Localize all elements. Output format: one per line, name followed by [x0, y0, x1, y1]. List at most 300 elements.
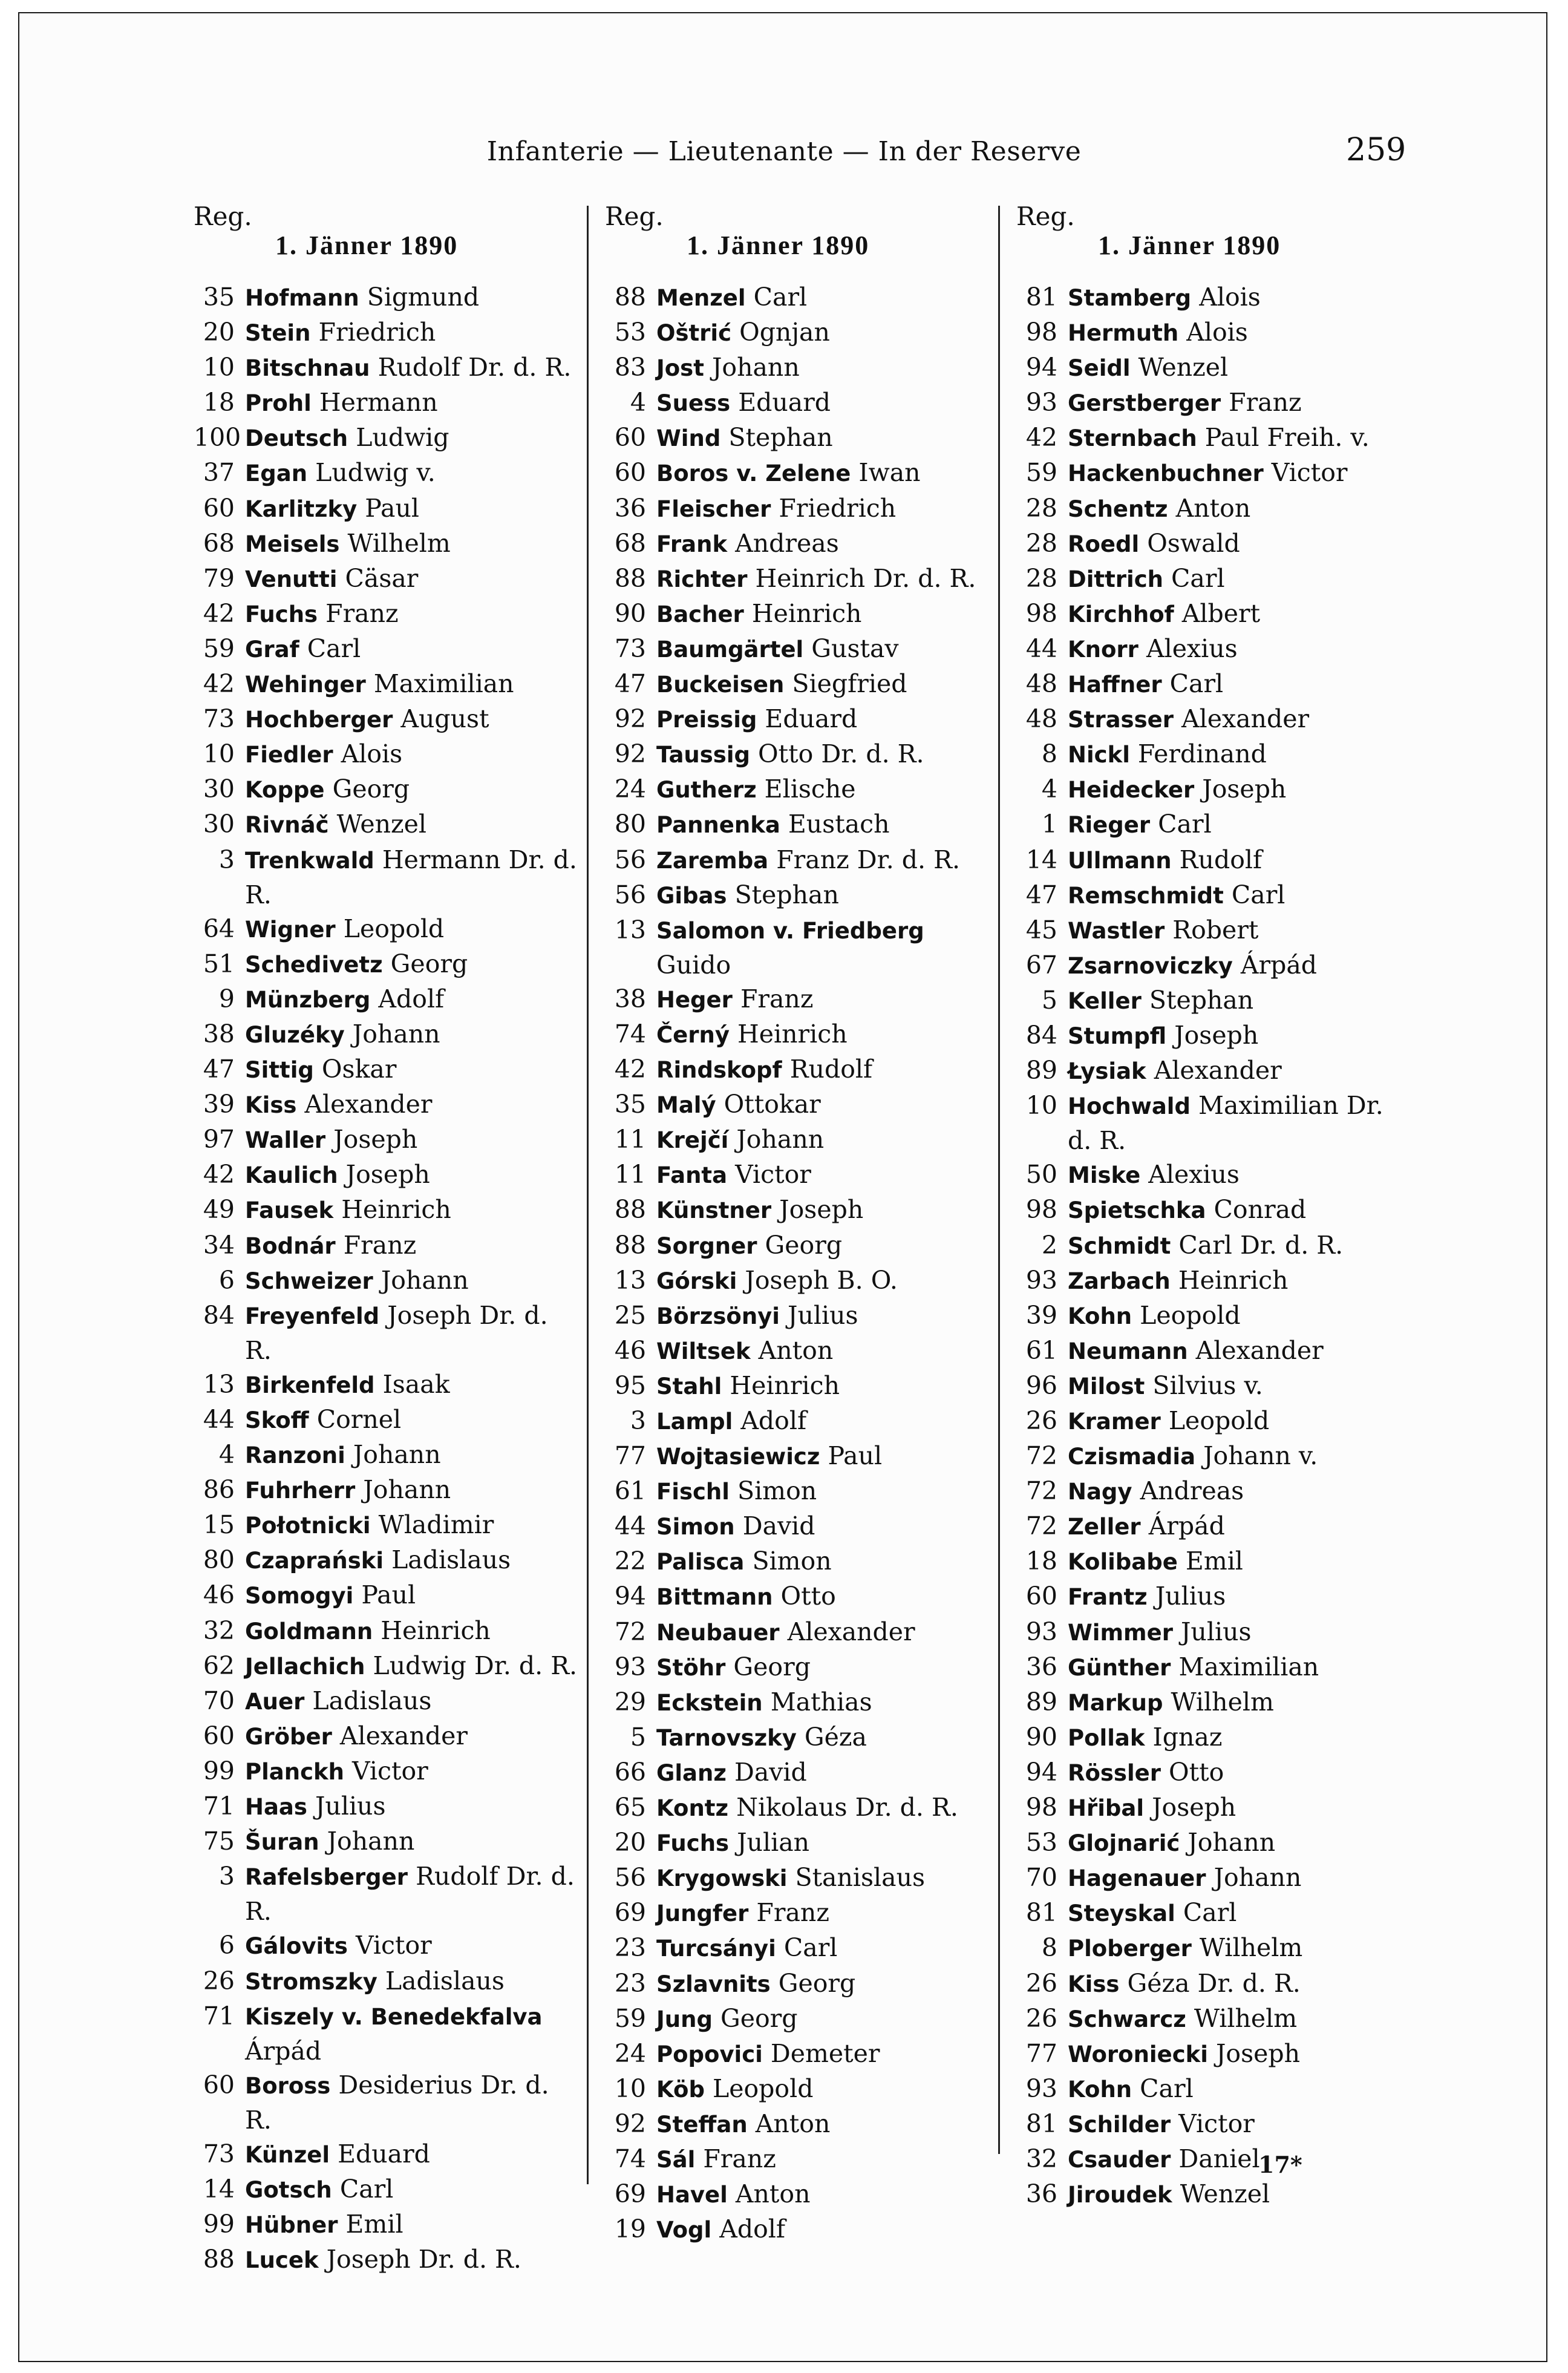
- surname: Fischl: [656, 1479, 730, 1505]
- surname: Simon: [656, 1514, 735, 1540]
- surname: Popovici: [656, 2041, 763, 2067]
- list-item: [194, 1263, 581, 1298]
- given-name: Cornel: [316, 1405, 402, 1434]
- regiment-number: 45: [1025, 915, 1057, 944]
- given-name: Georg: [720, 2003, 798, 2033]
- surname: Somogyi: [245, 1583, 354, 1609]
- list-item: [194, 1403, 581, 1438]
- list-item: [605, 1474, 992, 1509]
- surname: Markup: [1068, 1689, 1163, 1716]
- surname: Gálovits: [245, 1933, 348, 1960]
- regiment-number: 8: [1041, 1933, 1057, 1963]
- surname: Bitschnau: [245, 355, 370, 382]
- regiment-number: 88: [614, 283, 646, 312]
- given-name: Conrad: [1214, 1195, 1307, 1225]
- list-item: [1016, 772, 1403, 807]
- surname: Malý: [656, 1092, 716, 1119]
- surname: Graf: [245, 636, 299, 663]
- surname: Woroniecki: [1068, 2041, 1208, 2067]
- surname: Hofmann: [245, 285, 359, 311]
- given-name: Simon: [752, 1547, 832, 1576]
- regiment-number: 56: [614, 845, 646, 874]
- list-item: [194, 1719, 581, 1754]
- list-item: [1016, 1615, 1403, 1650]
- surname: Deutsch: [245, 425, 348, 452]
- list-item: [1016, 2177, 1403, 2212]
- given-name: Géza: [804, 1722, 867, 1752]
- regiment-number: 14: [203, 2175, 235, 2204]
- given-name: Georg: [733, 1652, 811, 1681]
- given-name: Iwan: [858, 458, 921, 488]
- regiment-number: 99: [203, 2210, 235, 2239]
- given-name: Maximilian: [1178, 1652, 1319, 1681]
- list-item: [194, 2207, 581, 2242]
- surname: Nickl: [1068, 742, 1130, 768]
- regiment-number: 10: [203, 739, 235, 769]
- regiment-number: 95: [614, 1370, 646, 1400]
- regiment-number: 83: [614, 353, 646, 382]
- surname: Krejčí: [656, 1127, 729, 1154]
- surname: Birkenfeld: [245, 1372, 375, 1398]
- list-item: [1016, 491, 1403, 526]
- list-item: [605, 1298, 992, 1334]
- surname: Fleischer: [656, 496, 771, 522]
- list-item: [605, 1861, 992, 1896]
- list-item: [1016, 1861, 1403, 1896]
- given-name: Wilhelm: [1171, 1687, 1274, 1717]
- list-item: [605, 1509, 992, 1544]
- regiment-number: 23: [614, 1933, 646, 1963]
- regiment-number: 38: [614, 984, 646, 1013]
- list-item: [194, 2137, 581, 2172]
- given-name: Johann: [327, 1827, 415, 1856]
- given-name: Joseph B. O.: [745, 1265, 898, 1295]
- regiment-number: 69: [614, 1898, 646, 1928]
- list-item: [1016, 385, 1403, 421]
- date-heading: 1. Jänner 1890: [687, 231, 870, 260]
- surname: Boross: [245, 2072, 331, 2099]
- list-item: [1016, 315, 1403, 350]
- surname: Keller: [1068, 987, 1142, 1014]
- list-item: [605, 1579, 992, 1614]
- regiment-number: 1: [1041, 810, 1057, 839]
- regiment-number: 53: [614, 318, 646, 347]
- regiment-number: 60: [203, 493, 235, 523]
- list-item: [605, 2002, 992, 2037]
- list-item: [605, 702, 992, 737]
- list-item: [1016, 632, 1403, 667]
- regiment-number: 89: [1025, 1687, 1057, 1717]
- surname: Šuran: [245, 1829, 319, 1856]
- given-name: Julius: [788, 1300, 858, 1330]
- regiment-number: 5: [630, 1722, 646, 1752]
- list-item: [194, 1157, 581, 1193]
- given-name: Stephan: [734, 880, 839, 909]
- regiment-number: 98: [1025, 598, 1057, 628]
- surname: Csauder: [1068, 2146, 1171, 2173]
- date-heading: 1. Jänner 1890: [1098, 231, 1281, 260]
- list-item: [605, 1439, 992, 1474]
- list-item: [194, 1789, 581, 1824]
- regiment-number: 96: [1025, 1370, 1057, 1400]
- regiment-number: 20: [614, 1828, 646, 1857]
- surname: Schilder: [1068, 2111, 1171, 2138]
- list-item: [1016, 1650, 1403, 1685]
- regiment-number: 89: [1025, 1056, 1057, 1085]
- list-item: [194, 982, 581, 1017]
- list-item: [1016, 1439, 1403, 1474]
- list-item: [1016, 1263, 1403, 1298]
- given-name: Siegfried: [792, 669, 907, 699]
- surname: Bittmann: [656, 1584, 773, 1611]
- list-item: [194, 1017, 581, 1052]
- regiment-number: 77: [614, 1441, 646, 1471]
- given-name: Joseph: [333, 1125, 418, 1154]
- surname: Zarbach: [1068, 1268, 1171, 1294]
- column-1: [194, 203, 581, 2277]
- regiment-number: 25: [614, 1300, 646, 1330]
- list-item: [194, 1614, 581, 1649]
- given-name: Julian: [737, 1828, 810, 1857]
- surname: Stein: [245, 320, 311, 347]
- given-name: Heinrich: [381, 1615, 491, 1645]
- given-name: Johann: [353, 1440, 441, 1470]
- surname: Skoff: [245, 1407, 309, 1433]
- list-item: [1016, 421, 1403, 456]
- given-name: Carl: [1158, 810, 1212, 839]
- list-item: [1016, 807, 1403, 842]
- surname: Szlavnits: [656, 1971, 771, 1997]
- given-name: Heinrich: [1178, 1265, 1289, 1295]
- given-name: Franz Dr. d. R.: [776, 845, 960, 874]
- regiment-number: 29: [614, 1687, 646, 1717]
- surname: Czismadia: [1068, 1444, 1196, 1470]
- regiment-number: 36: [1025, 2179, 1057, 2209]
- surname: Krygowski: [656, 1865, 788, 1892]
- surname: Günther: [1068, 1654, 1171, 1681]
- surname: Nagy: [1068, 1479, 1132, 1505]
- regiment-number: 59: [614, 2003, 646, 2033]
- surname: Wastler: [1068, 917, 1165, 944]
- regiment-number: 73: [203, 704, 235, 734]
- given-name: Franz: [703, 2144, 776, 2173]
- surname: Fuhrherr: [245, 1478, 356, 1504]
- surname: Goldmann: [245, 1618, 373, 1645]
- surname: Prohl: [245, 390, 312, 417]
- list-item: [605, 1052, 992, 1087]
- surname: Połotnicki: [245, 1513, 371, 1539]
- list-item: [194, 2068, 581, 2137]
- given-name: Otto Dr. d. R.: [758, 739, 924, 769]
- regiment-number: 94: [1025, 353, 1057, 382]
- surname: Rindskopf: [656, 1057, 782, 1084]
- given-name: Carl: [1171, 563, 1225, 593]
- regiment-number: 81: [1025, 2109, 1057, 2138]
- list-item: [194, 912, 581, 947]
- given-name: Cäsar: [345, 563, 419, 593]
- given-name: Hermann: [319, 388, 438, 417]
- regiment-number: 90: [1025, 1722, 1057, 1752]
- given-name: Alois: [1186, 318, 1248, 347]
- list-item: [605, 280, 992, 315]
- surname: Fanta: [656, 1162, 728, 1189]
- given-name: Georg: [778, 1968, 856, 1998]
- surname: Karlitzky: [245, 496, 358, 522]
- regiment-number: 35: [614, 1090, 646, 1119]
- given-name: Heinrich: [730, 1370, 840, 1400]
- regiment-number: 10: [203, 353, 235, 382]
- regiment-number: 51: [203, 949, 235, 978]
- regiment-number: 88: [614, 1230, 646, 1260]
- given-name: Guido: [656, 950, 731, 980]
- regiment-number: 73: [614, 633, 646, 663]
- given-name: Leopold: [1168, 1406, 1270, 1435]
- regiment-number: 74: [614, 2144, 646, 2173]
- column-2: [605, 203, 992, 2247]
- list-item: [194, 667, 581, 702]
- given-name: Ferdinand: [1137, 739, 1267, 769]
- given-name: Johann: [1187, 1828, 1276, 1857]
- column-divider: [998, 206, 1000, 2154]
- surname: Frank: [656, 531, 728, 557]
- given-name: Heinrich: [737, 1019, 848, 1049]
- surname: Hermuth: [1068, 320, 1179, 347]
- surname: Schedivetz: [245, 951, 383, 978]
- surname: Bacher: [656, 601, 744, 627]
- given-name: Emil: [345, 2210, 403, 2239]
- given-name: Anton: [758, 1335, 834, 1365]
- surname: Stamberg: [1068, 285, 1192, 311]
- regiment-number: 67: [1025, 950, 1057, 980]
- surname: Gutherz: [656, 777, 757, 804]
- list-item: [1016, 2142, 1403, 2177]
- list-item: [194, 1754, 581, 1789]
- list-item: [1016, 1193, 1403, 1228]
- given-name: Ottokar: [724, 1090, 821, 1119]
- regiment-number: 92: [614, 739, 646, 769]
- given-name: Alois: [341, 739, 403, 769]
- surname: Steyskal: [1068, 1900, 1175, 1927]
- given-name: Alexander: [304, 1090, 433, 1119]
- surname: Taussig: [656, 742, 750, 768]
- regiment-number: 28: [1025, 493, 1057, 523]
- regiment-number: 48: [1025, 669, 1057, 699]
- regiment-number: 4: [630, 388, 646, 417]
- list-item: [194, 561, 581, 597]
- regiment-number: 6: [218, 1265, 235, 1295]
- surname: Sittig: [245, 1057, 314, 1084]
- given-name: Robert: [1172, 915, 1259, 944]
- list-item: [1016, 737, 1403, 772]
- surname: Kiss: [1068, 1971, 1120, 1997]
- regiment-number: 65: [614, 1793, 646, 1822]
- given-name: Demeter: [770, 2038, 880, 2068]
- regiment-number: 26: [1025, 2003, 1057, 2033]
- regiment-number: 81: [1025, 283, 1057, 312]
- list-item: [605, 982, 992, 1017]
- surname: Rieger: [1068, 812, 1151, 839]
- list-item: [605, 2212, 992, 2247]
- regiment-number: 72: [1025, 1476, 1057, 1506]
- regiment-number: 5: [1041, 985, 1057, 1015]
- given-name: Georg: [765, 1230, 843, 1260]
- given-name: Victor: [352, 1756, 428, 1785]
- surname: Bodnár: [245, 1232, 336, 1259]
- given-name: Adolf: [378, 984, 445, 1013]
- list-item: [1016, 702, 1403, 737]
- surname: Neubauer: [656, 1619, 780, 1646]
- list-item: [194, 1824, 581, 1859]
- given-name: Otto: [780, 1582, 836, 1611]
- list-item: [194, 526, 581, 561]
- given-name: David: [734, 1757, 807, 1787]
- given-name: Heinrich Dr. d. R.: [755, 563, 976, 593]
- surname: Künstner: [656, 1197, 772, 1224]
- list-item: [605, 1825, 992, 1861]
- list-item: [1016, 1334, 1403, 1369]
- regiment-number: 23: [614, 1968, 646, 1998]
- running-head: Infanterie — Lieutenante — In der Reserve: [486, 136, 1082, 167]
- list-item: [605, 385, 992, 421]
- column-3: [1016, 203, 1403, 2212]
- regiment-number: 4: [218, 1440, 235, 1470]
- regiment-number: 73: [203, 2139, 235, 2168]
- regiment-number: 60: [614, 423, 646, 453]
- list-item: [1016, 350, 1403, 385]
- surname: Preissig: [656, 707, 757, 733]
- surname: Wojtasiewicz: [656, 1444, 820, 1470]
- page-number: 259: [1346, 132, 1406, 168]
- surname: Tarnovszky: [656, 1724, 797, 1751]
- given-name: Johann v.: [1203, 1441, 1318, 1471]
- regiment-number: 60: [203, 1721, 235, 1750]
- surname: Steffan: [656, 2111, 748, 2138]
- given-name: Johann: [381, 1265, 469, 1295]
- list-item: [1016, 2002, 1403, 2037]
- given-name: Alexander: [787, 1617, 915, 1646]
- given-name: Daniel: [1178, 2144, 1260, 2173]
- regiment-number: 88: [614, 563, 646, 593]
- given-name: Wilhelm: [1199, 1933, 1303, 1963]
- list-item: [1016, 456, 1403, 491]
- surname: Egan: [245, 460, 308, 487]
- given-name: Silvius v.: [1152, 1370, 1263, 1400]
- surname: Ploberger: [1068, 1936, 1192, 1962]
- regiment-number: 3: [630, 1406, 646, 1435]
- given-name: Eduard: [338, 2139, 430, 2168]
- list-item: [605, 2177, 992, 2212]
- regiment-number: 88: [614, 1195, 646, 1225]
- surname: Schwarcz: [1068, 2006, 1186, 2032]
- surname: Frantz: [1068, 1584, 1148, 1611]
- surname: Strasser: [1068, 707, 1174, 733]
- given-name: Julius: [1155, 1582, 1226, 1611]
- surname: Hochberger: [245, 707, 393, 733]
- list-item: [605, 1966, 992, 2002]
- surname: Gibas: [656, 882, 727, 909]
- given-name: Carl: [1169, 669, 1224, 699]
- list-item: [194, 1473, 581, 1508]
- surname: Gröber: [245, 1723, 332, 1750]
- surname: Stahl: [656, 1373, 722, 1399]
- list-item: [605, 350, 992, 385]
- list-item: [605, 667, 992, 702]
- surname: Buckeisen: [656, 672, 785, 698]
- column-divider: [587, 206, 589, 2184]
- regiment-number: 3: [218, 845, 235, 874]
- given-name: Paul: [361, 1580, 416, 1610]
- list-item: [605, 1122, 992, 1157]
- regiment-number: 56: [614, 880, 646, 909]
- surname: Rafelsberger: [245, 1864, 408, 1891]
- list-item: [1016, 561, 1403, 597]
- surname: Menzel: [656, 285, 746, 311]
- surname: Wiltsek: [656, 1338, 751, 1364]
- regiment-number: 98: [1025, 1195, 1057, 1225]
- list-item: [194, 947, 581, 982]
- list-item: [605, 1087, 992, 1122]
- list-item: [194, 2172, 581, 2207]
- surname: Heger: [656, 986, 733, 1013]
- regiment-number: 6: [218, 1931, 235, 1960]
- surname: Börzsönyi: [656, 1303, 780, 1329]
- given-name: Mathias: [770, 1687, 872, 1717]
- signature-mark: 17*: [1258, 2151, 1302, 2178]
- given-name: Simon: [737, 1476, 817, 1506]
- given-name: Elische: [764, 774, 856, 804]
- regiment-number: 28: [1025, 528, 1057, 558]
- surname: Schmidt: [1068, 1232, 1171, 1259]
- list-item: [194, 807, 581, 842]
- regiment-number: 13: [614, 1265, 646, 1295]
- given-name: Árpád: [1148, 1511, 1225, 1541]
- surname: Pollak: [1068, 1724, 1145, 1751]
- regiment-number: 59: [203, 633, 235, 663]
- surname: Gerstberger: [1068, 390, 1221, 417]
- list-item: [1016, 1018, 1403, 1053]
- entry-list: [605, 280, 992, 2247]
- surname: Czaprański: [245, 1548, 384, 1574]
- regiment-number: 98: [1025, 318, 1057, 347]
- given-name: Ladislaus: [312, 1686, 432, 1715]
- given-name: Desiderius Dr. d. R.: [245, 2070, 549, 2135]
- list-item: [1016, 1369, 1403, 1404]
- given-name: Maximilian: [373, 669, 514, 699]
- surname: Fausek: [245, 1197, 334, 1224]
- surname: Wind: [656, 425, 721, 452]
- surname: Jung: [656, 2006, 713, 2032]
- regiment-number: 48: [1025, 704, 1057, 734]
- given-name: Oswald: [1147, 528, 1240, 558]
- surname: Baumgärtel: [656, 636, 804, 663]
- regiment-number: 86: [203, 1475, 235, 1505]
- regiment-number: 90: [614, 598, 646, 628]
- surname: Boros v. Zelene: [656, 460, 851, 487]
- regiment-number: 80: [203, 1545, 235, 1575]
- surname: Wehinger: [245, 672, 366, 698]
- regiment-number: 79: [203, 563, 235, 593]
- surname: Łysiak: [1068, 1058, 1146, 1085]
- regiment-number: 72: [1025, 1511, 1057, 1541]
- list-item: [1016, 1298, 1403, 1334]
- list-item: [605, 843, 992, 878]
- given-name: Emil: [1185, 1547, 1243, 1576]
- given-name: Franz: [1229, 388, 1302, 417]
- list-item: [605, 1650, 992, 1685]
- surname: Lucek: [245, 2247, 319, 2274]
- list-item: [605, 1544, 992, 1579]
- given-name: Ignaz: [1152, 1722, 1223, 1752]
